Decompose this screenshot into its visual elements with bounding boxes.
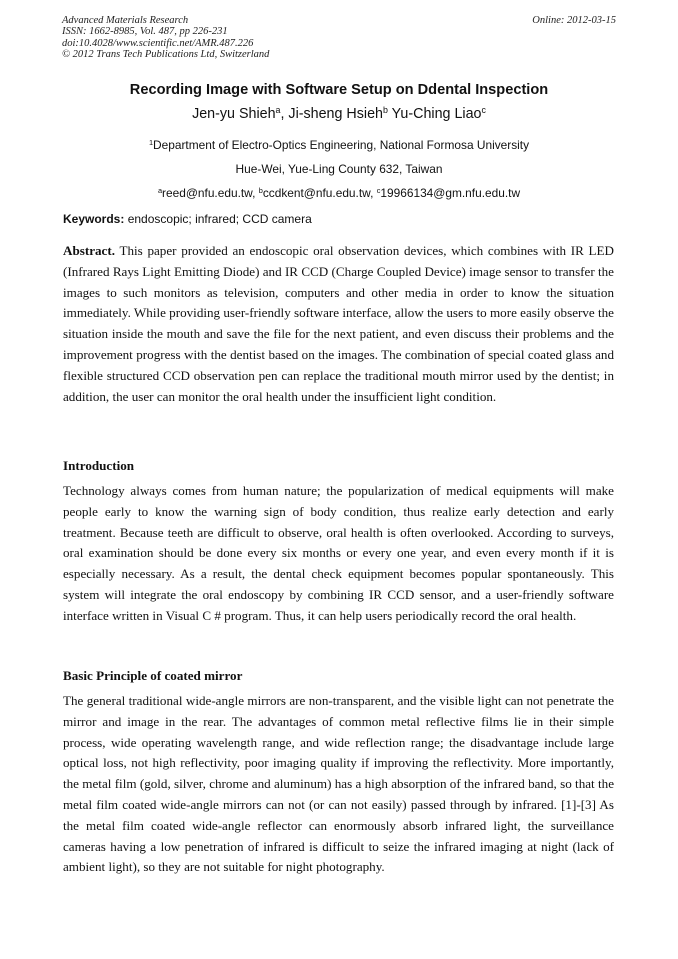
affiliation-department: Department of Electro-Optics Engineering, National Formosa University — [153, 138, 530, 152]
copyright-line: © 2012 Trans Tech Publications Ltd, Switzerland — [62, 48, 270, 60]
author-mark: b — [383, 105, 388, 116]
author-name: Ji-sheng Hsieh — [288, 106, 383, 122]
journal-name: Advanced Materials Research — [62, 15, 189, 26]
affiliation-line-2: Hue-Wei, Yue-Ling County 632, Taiwan — [235, 162, 443, 176]
email-separator: , — [370, 186, 377, 200]
author-mark: a — [275, 105, 281, 116]
issn-line: ISSN: 1662-8985, Vol. 487, pp 226-231 — [62, 26, 228, 38]
email-mark: a — [157, 185, 163, 195]
email-line — [0, 186, 678, 200]
keywords-text: endoscopic; infrared; CCD camera — [124, 212, 312, 226]
keywords-label: Keywords: — [63, 212, 125, 226]
email-mark: c — [376, 185, 381, 195]
section-heading-coated-mirror: Basic Principle of coated mirror — [63, 668, 243, 683]
journal-header — [62, 15, 616, 60]
author-separator: , — [280, 106, 289, 122]
email-address[interactable]: 19966134@gm.nfu.edu.tw — [380, 186, 521, 200]
paper-title: Recording Image with Software Setup on Ddental Inspection — [129, 82, 549, 98]
abstract-text: This paper provided an endoscopic oral observation devices, which combines with IR LED (Infrared Rays Light Emitting Diode) and IR CCD (Charge Coupled Device) image sensor to transfer the images to such monitors as television, computers and other media in order to know the situation immediately. While providing user-friendly software interface, allow the users to more easily observe the situation inside the mouth and save the file for the next patient, and even discuss their problems and the improvement progress with the dentist based on the images. The combination of special coated glass and flexible structured CCD observation pen can replace the traditional mouth mirror used by the dentist; in addition, the user can monitor the oral health under the insufficient light condition. — [63, 243, 614, 404]
doi-line: doi:10.4028/www.scientific.net/AMR.487.226 — [62, 37, 254, 49]
author-name: Yu-Ching Liao — [391, 106, 482, 122]
email-separator: , — [252, 186, 259, 200]
email-address[interactable]: reed@nfu.edu.tw — [162, 186, 253, 200]
section-heading-introduction: Introduction — [63, 458, 135, 473]
email-mark: b — [258, 185, 263, 195]
author-mark: c — [481, 105, 486, 116]
email-address[interactable]: ccdkent@nfu.edu.tw — [262, 186, 371, 200]
coated-mirror-paragraph: The general traditional wide-angle mirrors are non-transparent, and the visible light can not penetrate the mirror and image in the rear. The advantages of common metal reflective films lie in their simple process, wide operating wavelength range, and wide reflection range; the disadvantage include large optical loss, not high reflectivity, poor imaging quality if improving the reflectivity. More importantly, the metal film (gold, silver, chrome and aluminum) has a high absorption of the infrared band, so that the metal film coated wide-angle mirrors can not (or can not easily) passed through by infrared. [1]-[3] As the metal film coated wide-angle reflector can enormously absorb infrared light, the surveillance cameras having a low penetration of infrared is difficult to seize the infrared imaging at night (lack of ambient light), so they are not suitable for night photography. — [63, 693, 614, 875]
author-name: Jen-yu Shieh — [192, 106, 276, 122]
affiliation-line-1 — [0, 138, 678, 152]
abstract-label: Abstract. — [63, 243, 115, 258]
introduction-paragraph: Technology always comes from human nature; the popularization of medical equipments will make people early to know the warning sign of body condition, thus realize early detection and early treatment. Because teeth are difficult to observe, oral health is often overlooked. According to surveys, oral examination should be done every six months or every one year, and even every month if it is especially necessary. As a result, the dental check equipment becomes popular spontaneously. This system will integrate the oral endoscopy by combining IR CCD sensor, and a user-friendly software interface written in Visual C # program. Thus, it can help users periodically record the oral health. — [63, 483, 614, 623]
author-list — [0, 106, 678, 122]
abstract-paragraph — [63, 241, 614, 407]
keywords-line — [63, 212, 615, 226]
online-date: Online: 2012-03-15 — [532, 15, 616, 26]
affiliation-mark: 1 — [148, 137, 154, 147]
